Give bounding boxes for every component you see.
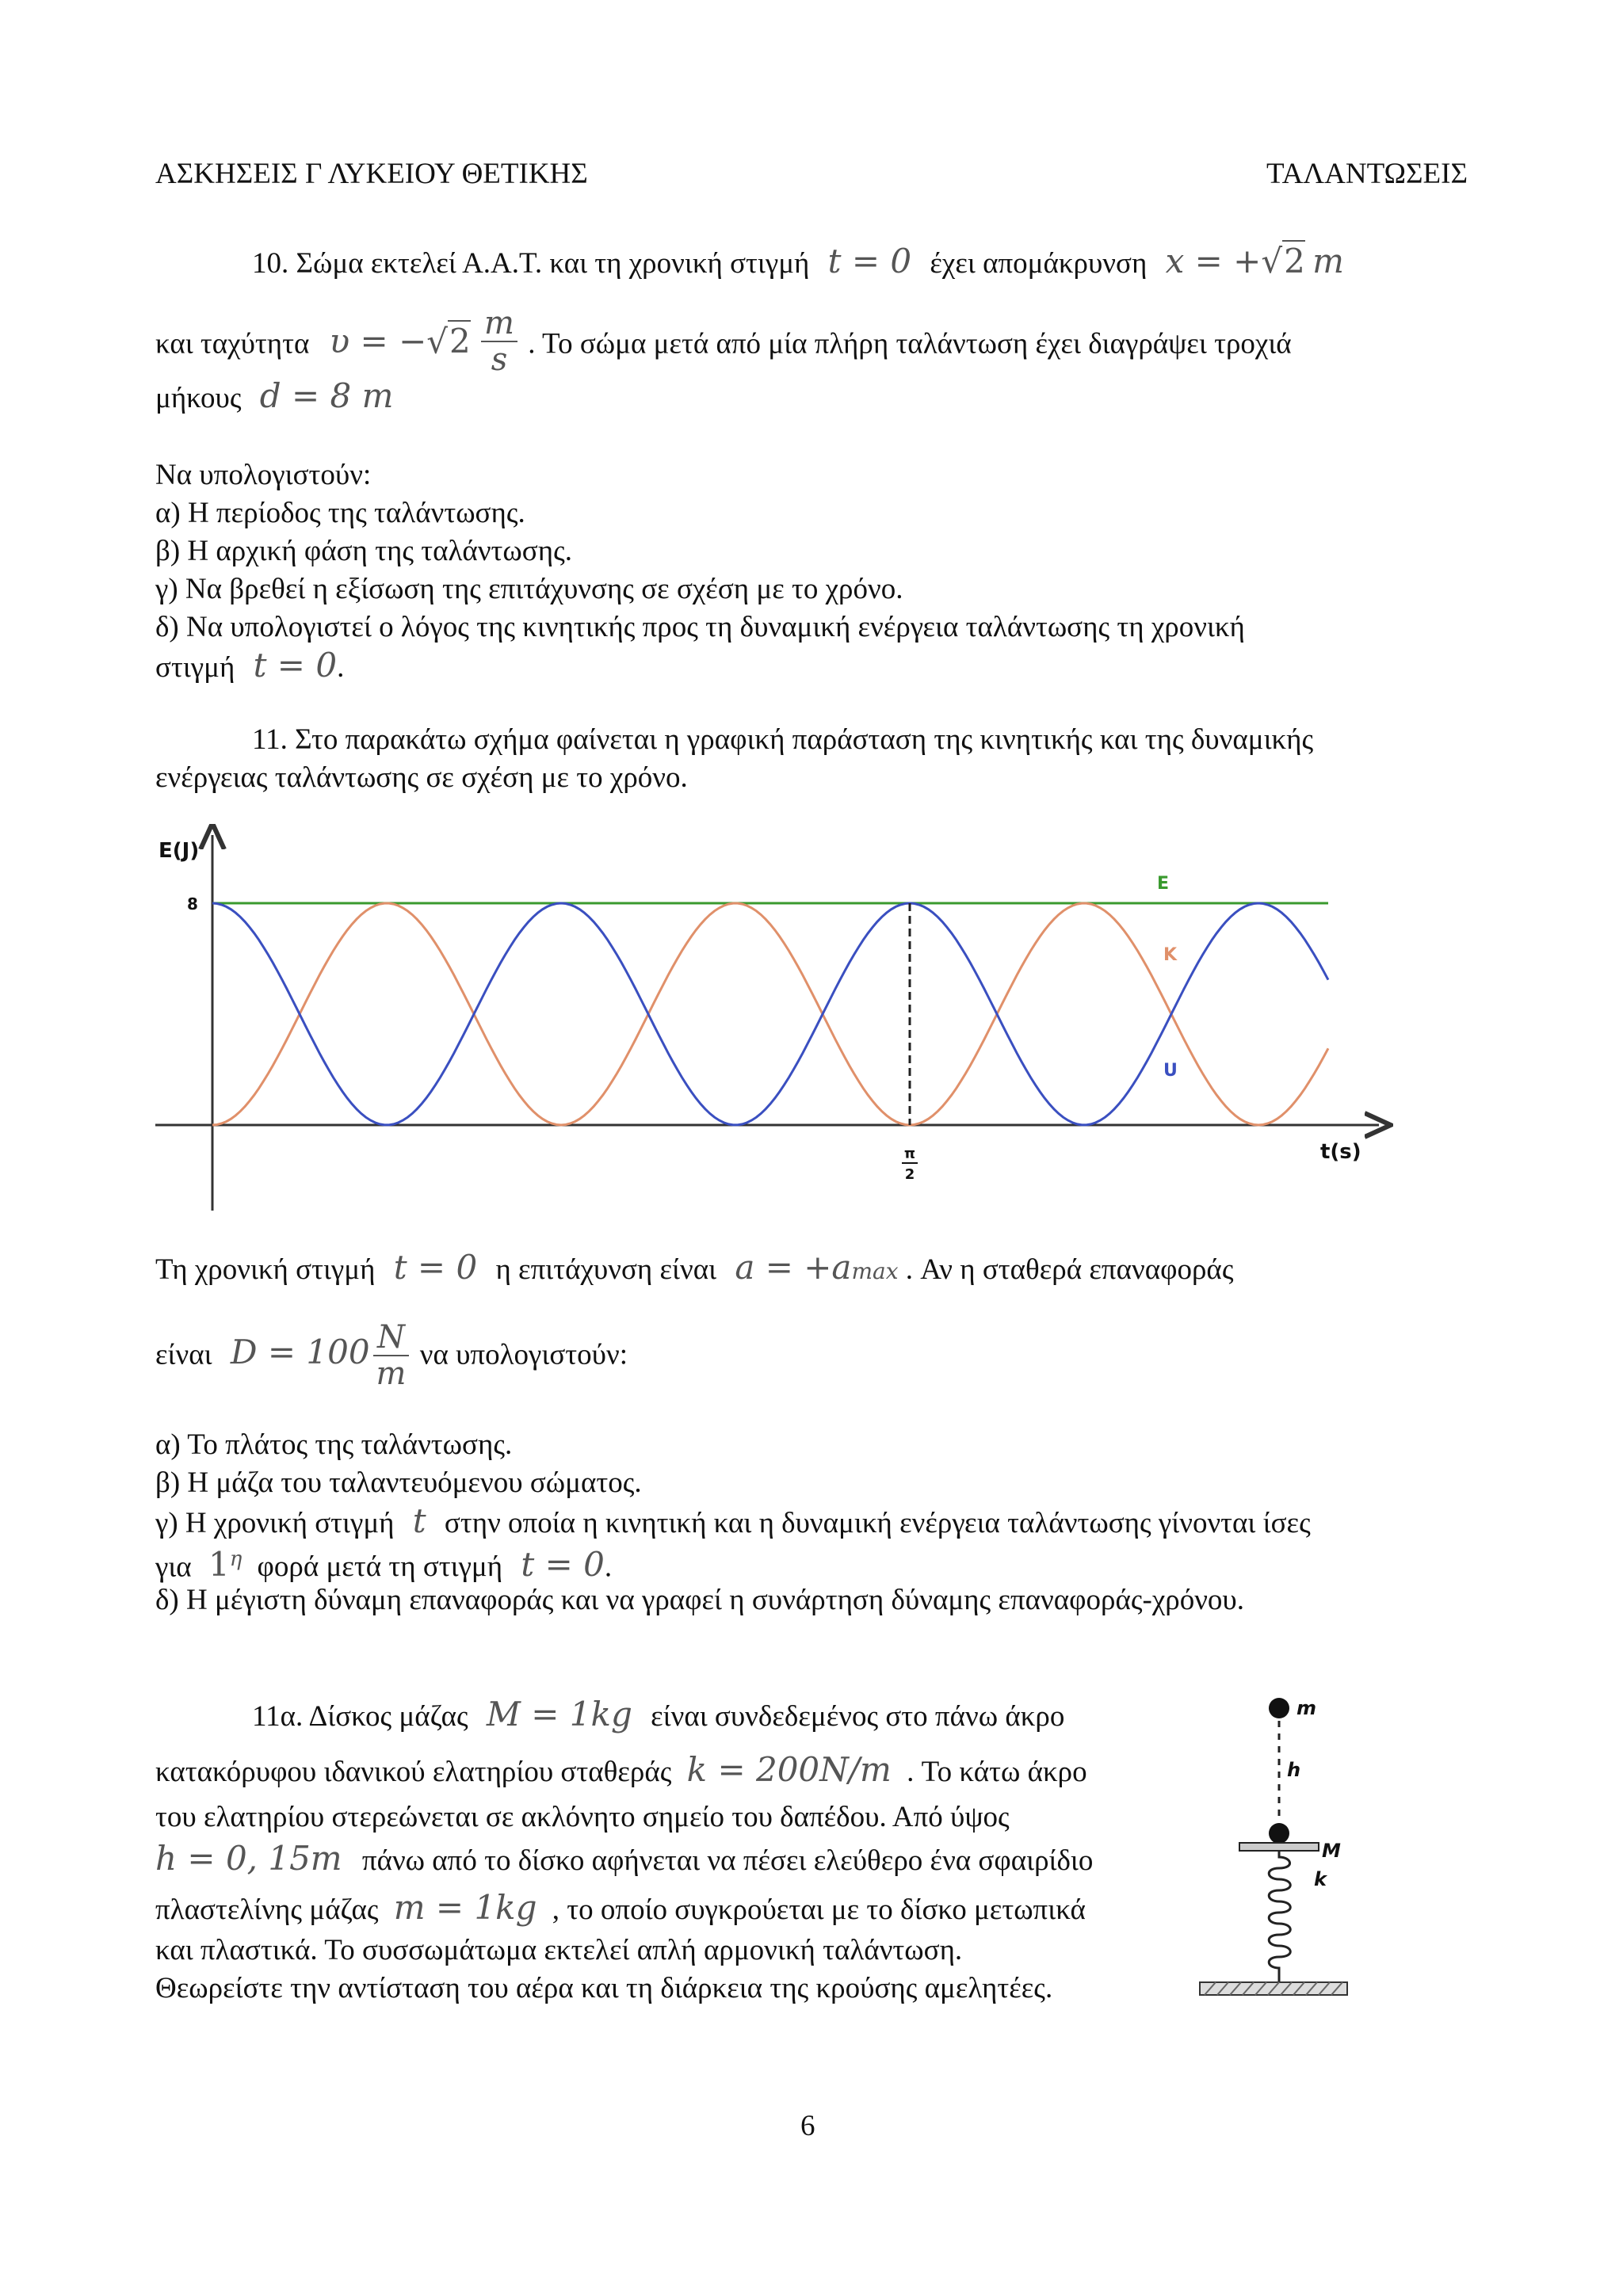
ex11-qa: α) Το πλάτος της ταλάντωσης. <box>155 1428 513 1461</box>
series-u-line <box>212 903 1328 1125</box>
ex11a-line4: h = 0, 15m πάνω από το δίσκο αφήνεται να πέσει ελεύθερο ένα σφαιρίδιο <box>155 1839 1094 1878</box>
disk <box>1239 1843 1319 1851</box>
ex10-qc: γ) Να βρεθεί η εξίσωση της επιτάχυνσης σε σχέση με το χρόνο. <box>155 573 903 605</box>
ex10-qb: β) Η αρχική φάση της ταλάντωσης. <box>155 535 572 567</box>
ex10-qa: α) Η περίοδος της ταλάντωσης. <box>155 497 525 529</box>
ex11a-line6: και πλαστικά. Το συσσωμάτωμα εκτελεί απλή αρμονική ταλάντωση. <box>155 1934 963 1966</box>
label-h: h <box>1287 1759 1301 1781</box>
ex10-line3: μήκους d = 8 m <box>155 376 394 415</box>
header-right: ΤΑΛΑΝΤΩΣΕΙΣ <box>1266 158 1468 190</box>
ex11-intro1: 11. Στο παρακάτω σχήμα φαίνεται η γραφική παράσταση της κινητικής και της δυναμικής <box>252 723 1314 756</box>
ex11-p2: είναι D = 100 $\frac{N}{m}$ να υπολογιστούν: <box>155 1319 628 1392</box>
ex11-qc: γ) Η χρονική στιγμή t στην οποία η κινητική και η δυναμική ενέργεια ταλάντωσης γίνονται ίσες <box>155 1501 1311 1540</box>
ex10-qd-line2: στιγμή t = 0. <box>155 646 345 685</box>
clay-ball <box>1269 1698 1289 1718</box>
ex10-line2: και ταχύτητα υ = −√2 $\frac{m}{s}$ . Το σώμα μετά από μία πλήρη ταλάντωση έχει διαγράψει τροχιά <box>155 305 1292 378</box>
ex10-line1: 10. Σώμα εκτελεί Α.Α.Τ. και τη χρονική στιγμή t = 0 έχει απομάκρυνση x = +√2 m <box>252 242 1344 280</box>
y-axis-label: E(J) <box>158 839 200 863</box>
series-k-line <box>212 903 1328 1125</box>
ex11a-line2: κατακόρυφου ιδανικού ελατηρίου σταθεράς k = 200N/m . Το κάτω άκρο <box>155 1750 1087 1789</box>
label-m: m <box>1296 1697 1317 1719</box>
series-u-label: U <box>1163 1061 1178 1081</box>
label-M: M <box>1322 1840 1341 1862</box>
ex11a-line5: πλαστελίνης μάζας m = 1kg , το οποίο συγκρούεται με το δίσκο μετωπικά <box>155 1888 1086 1927</box>
y-tick-8: 8 <box>187 894 198 913</box>
ex10-qd: δ) Να υπολογιστεί ο λόγος της κινητικής προς τη δυναμική ενέργεια ταλάντωσης τη χρονική <box>155 611 1245 643</box>
ex11a-line3: του ελατηρίου στερεώνεται σε ακλόνητο σημείο του δαπέδου. Από ύψος <box>155 1801 1010 1833</box>
energy-time-chart <box>143 824 1395 1220</box>
ex11-intro2: ενέργειας ταλάντωσης σε σχέση με το χρόνο. <box>155 761 688 794</box>
x-tick-2: 2 <box>904 1166 915 1183</box>
series-e-label: E <box>1157 874 1170 894</box>
header-left: ΑΣΚΗΣΕΙΣ Γ ΛΥΚΕΙΟΥ ΘΕΤΙΚΗΣ <box>155 158 588 190</box>
disk-ball <box>1269 1823 1289 1844</box>
spring-coil <box>1269 1851 1290 1982</box>
x-axis-label: t(s) <box>1320 1140 1361 1164</box>
label-k: k <box>1314 1868 1327 1890</box>
ex10-calc: Να υπολογιστούν: <box>155 459 372 491</box>
ex11-qc-line2: για $1^\eta$ φορά μετά τη στιγμή t = 0. <box>155 1545 613 1585</box>
x-tick-pi: π <box>903 1146 916 1162</box>
ex11a-line1: 11α. Δίσκος μάζας M = 1kg είναι συνδεδεμένος στο πάνω άκρο <box>252 1695 1065 1733</box>
ex11a-line7: Θεωρείστε την αντίσταση του αέρα και τη διάρκεια της κρούσης αμελητέες. <box>155 1972 1053 2004</box>
series-k-label: K <box>1163 945 1178 965</box>
page-number: 6 <box>800 2110 815 2142</box>
ex11-qd: δ) Η μέγιστη δύναμη επαναφοράς και να γραφεί η συνάρτηση δύναμης επαναφοράς-χρόνου. <box>155 1584 1245 1616</box>
ex11-p1: Τη χρονική στιγμή t = 0 η επιτάχυνση είναι a = +amax . Αν η σταθερά επαναφοράς <box>155 1248 1234 1287</box>
spring-disk-figure <box>1189 1688 1363 2028</box>
ex11-qb: β) Η μάζα του ταλαντευόμενου σώματος. <box>155 1466 642 1499</box>
